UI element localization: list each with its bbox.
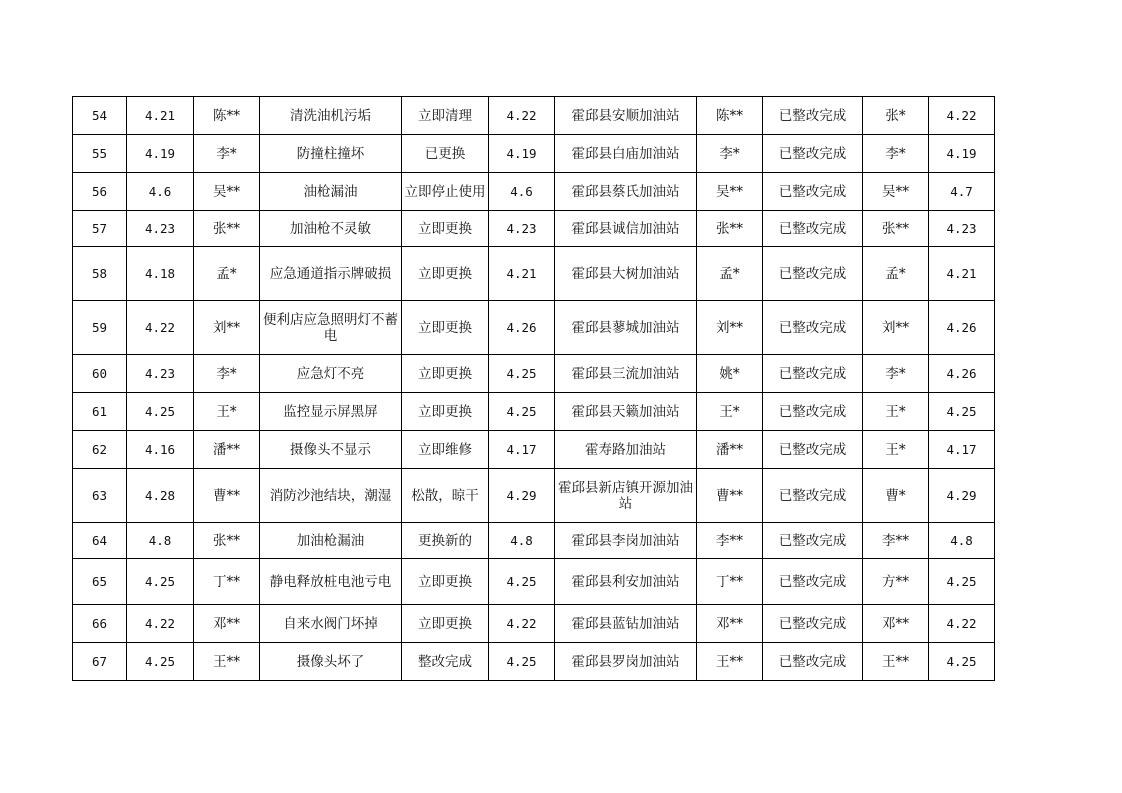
inspector-cell: 张**: [194, 211, 260, 247]
station-name-cell: 霍邱县诚信加油站: [555, 211, 697, 247]
fix-date-cell: 4.17: [489, 431, 555, 469]
inspector-cell: 孟*: [194, 247, 260, 301]
row-number-cell: 62: [73, 431, 127, 469]
issue-description-cell: 自来水阀门坏掉: [260, 605, 402, 643]
responsible-person-cell: 孟*: [697, 247, 763, 301]
station-name-cell: 霍邱县白庙加油站: [555, 135, 697, 173]
verify-date-cell: 4.29: [929, 469, 995, 523]
station-name-cell: 霍邱县蓝钻加油站: [555, 605, 697, 643]
table-row: [73, 469, 995, 523]
station-name-cell: 霍邱县安顺加油站: [555, 97, 697, 135]
inspector-cell: 吴**: [194, 173, 260, 211]
responsible-person-cell: 邓**: [697, 605, 763, 643]
verifier-cell: 李*: [863, 355, 929, 393]
table-row: [73, 211, 995, 247]
fix-date-cell: 4.25: [489, 559, 555, 605]
row-number-cell: 54: [73, 97, 127, 135]
status-cell: 已整改完成: [763, 431, 863, 469]
verifier-cell: 李**: [863, 523, 929, 559]
status-cell: 已整改完成: [763, 643, 863, 681]
station-name-cell: 霍邱县蔡氏加油站: [555, 173, 697, 211]
status-cell: 已整改完成: [763, 559, 863, 605]
action-taken-cell: 立即更换: [402, 247, 489, 301]
station-name-cell: 霍邱县罗岗加油站: [555, 643, 697, 681]
row-number-cell: 55: [73, 135, 127, 173]
inspector-cell: 王*: [194, 393, 260, 431]
responsible-person-cell: 刘**: [697, 301, 763, 355]
report-date-cell: 4.25: [127, 393, 194, 431]
fix-date-cell: 4.25: [489, 643, 555, 681]
fix-date-cell: 4.22: [489, 605, 555, 643]
issue-description-cell: 清洗油机污垢: [260, 97, 402, 135]
issue-description-cell: 便利店应急照明灯不蓄电: [260, 301, 402, 355]
issue-description-cell: 摄像头不显示: [260, 431, 402, 469]
responsible-person-cell: 李**: [697, 523, 763, 559]
table-row: [73, 643, 995, 681]
issue-description-cell: 加油枪不灵敏: [260, 211, 402, 247]
verifier-cell: 刘**: [863, 301, 929, 355]
station-name-cell: 霍邱县利安加油站: [555, 559, 697, 605]
fix-date-cell: 4.22: [489, 97, 555, 135]
report-date-cell: 4.18: [127, 247, 194, 301]
issue-description-cell: 油枪漏油: [260, 173, 402, 211]
row-number-cell: 56: [73, 173, 127, 211]
action-taken-cell: 立即更换: [402, 355, 489, 393]
verify-date-cell: 4.21: [929, 247, 995, 301]
verify-date-cell: 4.26: [929, 301, 995, 355]
table-row: [73, 523, 995, 559]
issue-description-cell: 防撞柱撞坏: [260, 135, 402, 173]
verify-date-cell: 4.25: [929, 393, 995, 431]
verifier-cell: 王*: [863, 393, 929, 431]
responsible-person-cell: 王*: [697, 393, 763, 431]
table-row: [73, 559, 995, 605]
verify-date-cell: 4.26: [929, 355, 995, 393]
status-cell: 已整改完成: [763, 173, 863, 211]
action-taken-cell: 已更换: [402, 135, 489, 173]
action-taken-cell: 整改完成: [402, 643, 489, 681]
fix-date-cell: 4.25: [489, 393, 555, 431]
fix-date-cell: 4.25: [489, 355, 555, 393]
issue-description-cell: 监控显示屏黑屏: [260, 393, 402, 431]
inspector-cell: 刘**: [194, 301, 260, 355]
responsible-person-cell: 曹**: [697, 469, 763, 523]
status-cell: 已整改完成: [763, 355, 863, 393]
table-row: [73, 355, 995, 393]
report-date-cell: 4.23: [127, 355, 194, 393]
verifier-cell: 张*: [863, 97, 929, 135]
report-date-cell: 4.19: [127, 135, 194, 173]
verify-date-cell: 4.22: [929, 605, 995, 643]
report-date-cell: 4.25: [127, 559, 194, 605]
issue-description-cell: 静电释放桩电池亏电: [260, 559, 402, 605]
status-cell: 已整改完成: [763, 523, 863, 559]
action-taken-cell: 立即维修: [402, 431, 489, 469]
fix-date-cell: 4.23: [489, 211, 555, 247]
responsible-person-cell: 张**: [697, 211, 763, 247]
fix-date-cell: 4.6: [489, 173, 555, 211]
report-date-cell: 4.22: [127, 301, 194, 355]
status-cell: 已整改完成: [763, 605, 863, 643]
report-date-cell: 4.25: [127, 643, 194, 681]
table-body: [73, 97, 995, 681]
action-taken-cell: 松散，晾干: [402, 469, 489, 523]
action-taken-cell: 立即更换: [402, 605, 489, 643]
action-taken-cell: 立即更换: [402, 393, 489, 431]
responsible-person-cell: 李*: [697, 135, 763, 173]
responsible-person-cell: 丁**: [697, 559, 763, 605]
report-date-cell: 4.23: [127, 211, 194, 247]
row-number-cell: 66: [73, 605, 127, 643]
verifier-cell: 王**: [863, 643, 929, 681]
table-row: [73, 97, 995, 135]
action-taken-cell: 立即更换: [402, 559, 489, 605]
table-row: [73, 605, 995, 643]
table-row: [73, 247, 995, 301]
inspector-cell: 潘**: [194, 431, 260, 469]
report-date-cell: 4.21: [127, 97, 194, 135]
inspector-cell: 李*: [194, 355, 260, 393]
table-row: [73, 301, 995, 355]
row-number-cell: 63: [73, 469, 127, 523]
table-row: [73, 431, 995, 469]
action-taken-cell: 更换新的: [402, 523, 489, 559]
verifier-cell: 方**: [863, 559, 929, 605]
fix-date-cell: 4.26: [489, 301, 555, 355]
fix-date-cell: 4.8: [489, 523, 555, 559]
row-number-cell: 64: [73, 523, 127, 559]
issue-description-cell: 消防沙池结块，潮湿: [260, 469, 402, 523]
station-name-cell: 霍邱县蓼城加油站: [555, 301, 697, 355]
row-number-cell: 67: [73, 643, 127, 681]
fix-date-cell: 4.21: [489, 247, 555, 301]
inspector-cell: 陈**: [194, 97, 260, 135]
issue-description-cell: 加油枪漏油: [260, 523, 402, 559]
table-row: [73, 135, 995, 173]
row-number-cell: 65: [73, 559, 127, 605]
table-row: [73, 393, 995, 431]
issue-description-cell: 摄像头坏了: [260, 643, 402, 681]
verifier-cell: 张**: [863, 211, 929, 247]
station-name-cell: 霍邱县大树加油站: [555, 247, 697, 301]
inspector-cell: 曹**: [194, 469, 260, 523]
verify-date-cell: 4.17: [929, 431, 995, 469]
station-name-cell: 霍寿路加油站: [555, 431, 697, 469]
verify-date-cell: 4.8: [929, 523, 995, 559]
report-date-cell: 4.22: [127, 605, 194, 643]
action-taken-cell: 立即停止使用: [402, 173, 489, 211]
station-name-cell: 霍邱县李岗加油站: [555, 523, 697, 559]
status-cell: 已整改完成: [763, 301, 863, 355]
action-taken-cell: 立即清理: [402, 97, 489, 135]
inspector-cell: 丁**: [194, 559, 260, 605]
verifier-cell: 王*: [863, 431, 929, 469]
status-cell: 已整改完成: [763, 211, 863, 247]
row-number-cell: 60: [73, 355, 127, 393]
row-number-cell: 57: [73, 211, 127, 247]
report-date-cell: 4.8: [127, 523, 194, 559]
responsible-person-cell: 潘**: [697, 431, 763, 469]
verify-date-cell: 4.19: [929, 135, 995, 173]
verifier-cell: 李*: [863, 135, 929, 173]
station-name-cell: 霍邱县新店镇开源加油站: [555, 469, 697, 523]
action-taken-cell: 立即更换: [402, 301, 489, 355]
issue-description-cell: 应急灯不亮: [260, 355, 402, 393]
row-number-cell: 61: [73, 393, 127, 431]
row-number-cell: 58: [73, 247, 127, 301]
issue-description-cell: 应急通道指示牌破损: [260, 247, 402, 301]
station-name-cell: 霍邱县三流加油站: [555, 355, 697, 393]
verifier-cell: 吴**: [863, 173, 929, 211]
fix-date-cell: 4.29: [489, 469, 555, 523]
status-cell: 已整改完成: [763, 469, 863, 523]
verifier-cell: 孟*: [863, 247, 929, 301]
status-cell: 已整改完成: [763, 135, 863, 173]
verify-date-cell: 4.22: [929, 97, 995, 135]
responsible-person-cell: 姚*: [697, 355, 763, 393]
verify-date-cell: 4.7: [929, 173, 995, 211]
status-cell: 已整改完成: [763, 247, 863, 301]
fix-date-cell: 4.19: [489, 135, 555, 173]
inspector-cell: 张**: [194, 523, 260, 559]
report-date-cell: 4.16: [127, 431, 194, 469]
table-row: [73, 173, 995, 211]
inspector-cell: 王**: [194, 643, 260, 681]
row-number-cell: 59: [73, 301, 127, 355]
verify-date-cell: 4.25: [929, 559, 995, 605]
verifier-cell: 曹*: [863, 469, 929, 523]
inspector-cell: 李*: [194, 135, 260, 173]
verify-date-cell: 4.25: [929, 643, 995, 681]
responsible-person-cell: 陈**: [697, 97, 763, 135]
inspector-cell: 邓**: [194, 605, 260, 643]
report-date-cell: 4.6: [127, 173, 194, 211]
status-cell: 已整改完成: [763, 97, 863, 135]
rectification-table: [72, 96, 995, 681]
verify-date-cell: 4.23: [929, 211, 995, 247]
report-date-cell: 4.28: [127, 469, 194, 523]
responsible-person-cell: 王**: [697, 643, 763, 681]
verifier-cell: 邓**: [863, 605, 929, 643]
responsible-person-cell: 吴**: [697, 173, 763, 211]
status-cell: 已整改完成: [763, 393, 863, 431]
station-name-cell: 霍邱县天籁加油站: [555, 393, 697, 431]
action-taken-cell: 立即更换: [402, 211, 489, 247]
